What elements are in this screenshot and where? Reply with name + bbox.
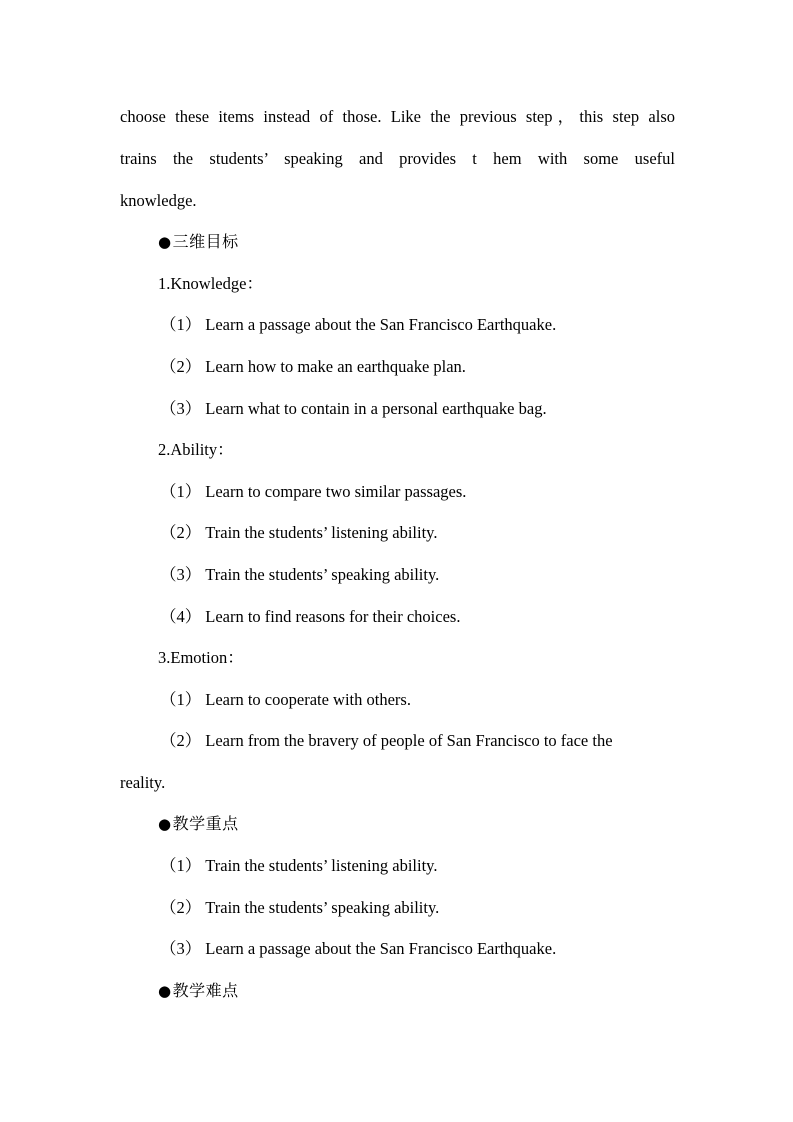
item-number: （2） — [160, 898, 202, 917]
section-heading-key-points — [158, 814, 239, 834]
item-text: Learn what to contain in a personal earthquake bag. — [205, 399, 547, 418]
item-text: Learn to compare two similar passages. — [205, 482, 467, 501]
item-text: Train the students’ listening ability. — [205, 523, 438, 542]
item-text: Train the students’ speaking ability. — [205, 565, 440, 584]
item-number: （3） — [160, 565, 202, 584]
item-number: （2） — [160, 731, 202, 750]
section-heading-goals — [158, 232, 239, 252]
section-heading-label: 三维目标 — [172, 232, 239, 251]
item-text: Learn to find reasons for their choices. — [205, 607, 461, 626]
subheading-knowledge: 1.Knowledge： — [158, 274, 263, 293]
list-item — [160, 690, 411, 710]
section-heading-difficulties — [158, 981, 239, 1001]
subheading-emotion: 3.Emotion： — [158, 648, 244, 667]
item-number: （3） — [160, 399, 202, 418]
section-heading-label: 教学难点 — [172, 981, 239, 1000]
list-item — [160, 898, 439, 918]
bullet-icon: ● — [158, 815, 172, 833]
list-item — [160, 315, 556, 335]
list-item — [160, 523, 437, 543]
item-text: Learn from the bravery of people of San Francisco to face the — [205, 731, 613, 750]
item-number: （1） — [160, 856, 202, 875]
item-number: （1） — [160, 482, 202, 501]
item-number: （1） — [160, 690, 202, 709]
list-item — [160, 939, 556, 959]
list-item — [160, 607, 460, 627]
item-number: （1） — [160, 315, 202, 334]
section-heading-label: 教学重点 — [172, 814, 239, 833]
item-text: Learn how to make an earthquake plan. — [205, 357, 466, 376]
bullet-icon: ● — [158, 233, 172, 251]
item-text: Learn a passage about the San Francisco Earthquake. — [205, 315, 557, 334]
list-item — [160, 482, 466, 502]
item-text: Train the students’ listening ability. — [205, 856, 438, 875]
intro-line-1: choose these items instead of those. Like the previous step，this step also — [120, 107, 675, 126]
list-item — [160, 399, 547, 419]
item-continuation: reality. — [120, 773, 166, 792]
item-text: Learn to cooperate with others. — [205, 690, 411, 709]
list-item — [160, 856, 437, 876]
intro-line-3: knowledge. — [120, 191, 197, 210]
subheading-ability: 2.Ability： — [158, 440, 234, 459]
item-number: （2） — [160, 357, 202, 376]
list-item — [160, 357, 466, 377]
item-text: Learn a passage about the San Francisco Earthquake. — [205, 939, 557, 958]
item-number: （4） — [160, 607, 202, 626]
item-text: Train the students’ speaking ability. — [205, 898, 440, 917]
bullet-icon: ● — [158, 982, 172, 1000]
intro-line-2: trains the students’ speaking and provides t hem with some useful — [120, 149, 675, 168]
list-item — [160, 731, 675, 751]
item-number: （2） — [160, 523, 202, 542]
item-number: （3） — [160, 939, 202, 958]
list-item — [160, 565, 439, 585]
